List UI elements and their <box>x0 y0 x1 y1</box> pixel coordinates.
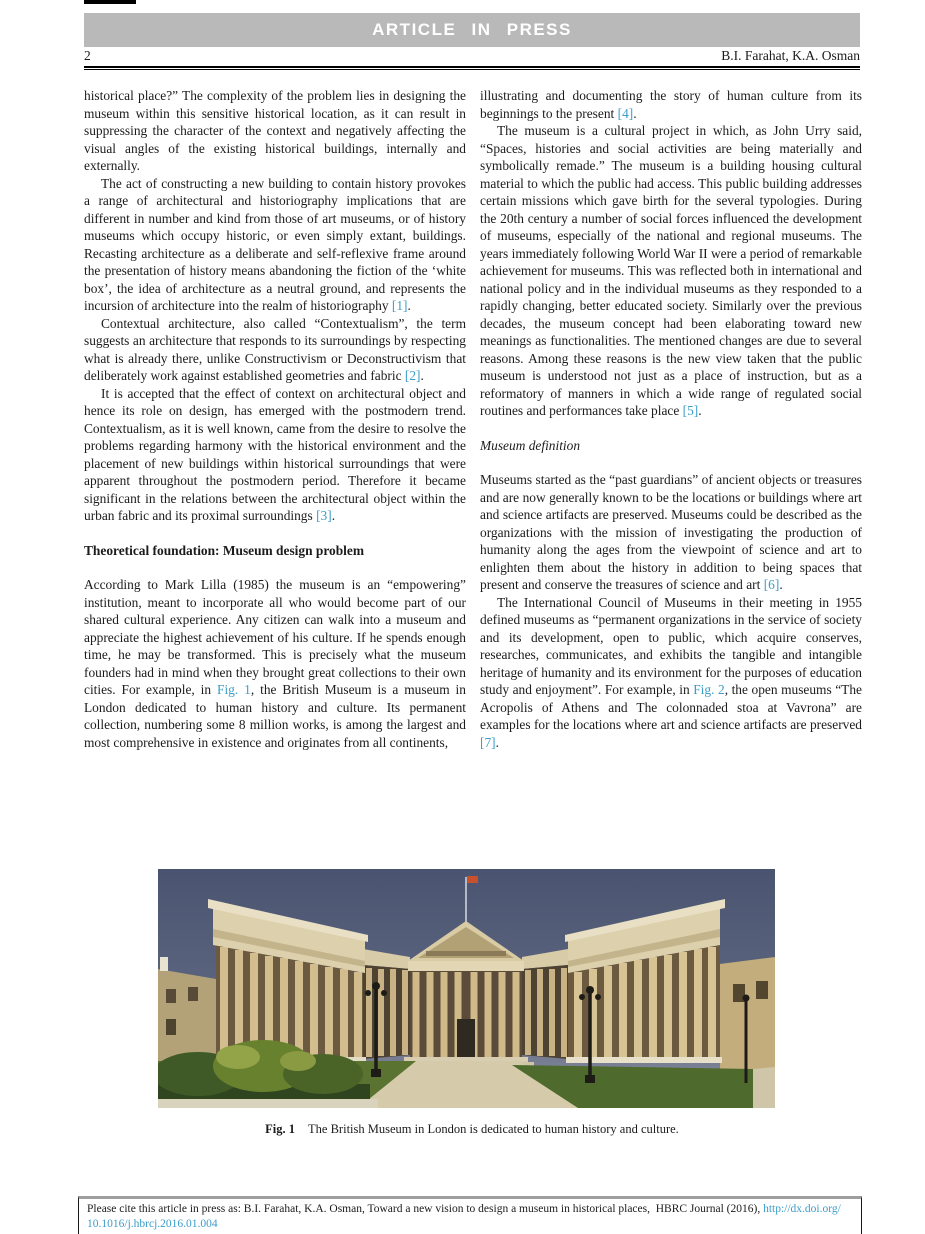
text-run: Museums started as the “past guardians” of ancient objects or treasures and are now generally known to be the locations or buildings where art and science artifacts are preserved. Museums could be described as the organizations with the mission of investigating the production of humanity along the ages from the viewpoint of science and art to enlighten them about the history in addition to being spaces that present and conserve the treasures of science and art <box>480 472 862 592</box>
figure-caption-label: Fig. 1 <box>265 1122 296 1136</box>
text-run: . <box>779 577 783 592</box>
header-rule <box>84 66 860 70</box>
paragraph <box>480 594 862 752</box>
british-museum-photo <box>158 869 775 1108</box>
text-run: Please cite this article in press as: B.I. Farahat, K.A. Osman, Toward a new vision to design a museum in historical places, HBRC Journal (2016), <box>87 1203 764 1215</box>
text-run: . <box>420 368 424 383</box>
text-run: historical place?” The complexity of the problem lies in designing the museum within this sensitive historical location, as it can result in suppressing the character of the context and negatively affecting the visual angles of the existing historical buildings, internally and externally. <box>84 88 466 173</box>
paragraph <box>480 471 862 594</box>
text-run: , the open museums “The Acropolis of Athens and The colonnaded stoa at Vavrona” are examples for the locations where art and science artifacts are preserved <box>480 682 862 732</box>
text-run: According to Mark Lilla (1985) the museum is an “empowering” institution, meant to incorporate all who would become part of our shared cultural experience. Any citizen can walk into a museum and appreciate the highest achievement of his culture. If he spends enough time, he may be transformed. This is precisely what the museum founders had in mind when they brought great collections to their own cities. For example, in <box>84 577 466 697</box>
text-run: The act of constructing a new building to contain history provokes a range of architectural and historiography implications that are different in number and kind from those of art museums, or of history museums which occupy historic, or even simply extant, buildings. Recasting architecture as a deliberate and self-reflexive frame around the presentation of history means abandoning the fiction of the ‘white box’, the idea of architecture as a neutral ground, and represents the incursion of architecture into the realm of historiography <box>84 175 466 313</box>
citation-box <box>78 1196 862 1234</box>
article-in-press-banner <box>84 13 860 47</box>
text-run: . <box>495 734 499 750</box>
paragraph <box>84 385 466 525</box>
ref-4-link[interactable]: [4] <box>617 105 634 121</box>
section-heading: Museum definition <box>480 437 581 453</box>
text-run: illustrating and documenting the story of human culture from its beginnings to the present <box>480 88 862 121</box>
paragraph <box>84 576 466 751</box>
text-run: The International Council of Museums in their meeting in 1955 defined museums as “permanent organizations in the service of society and its development, open to public, which acquire conserves, researches, communicates, and exhibits the tangible and intangible heritage of humanity and its environment for the purposes of education study and enjoyment”. For example, in <box>480 594 862 697</box>
section-heading: Theoretical foundation: Museum design problem <box>84 542 364 558</box>
ref-5-link[interactable]: [5] <box>682 403 699 418</box>
figure-caption-text: The British Museum in London is dedicated to human history and culture. <box>308 1122 679 1136</box>
paragraph <box>84 87 466 175</box>
running-header <box>84 48 860 64</box>
paragraph <box>84 175 466 315</box>
paragraph <box>480 122 862 420</box>
ref-6-link[interactable]: [6] <box>763 577 780 592</box>
figure-caption <box>84 1122 860 1137</box>
authors-header: B.I. Farahat, K.A. Osman <box>721 48 860 63</box>
page-number: 2 <box>84 48 91 63</box>
ref-1-link[interactable]: [1] <box>391 298 408 313</box>
article-body <box>84 87 862 751</box>
fig-1-link[interactable]: Fig. 1 <box>217 682 251 697</box>
paragraph <box>480 87 862 122</box>
text-run: . <box>331 508 336 523</box>
text-run: The museum is a cultural project in which, as John Urry said, “Spaces, histories and social activities are being materially and symbolically remade.” The museum is a building housing cultural material to which the public had access. This public building addresses certain missions which gave birth for the several typologies. During the 20th century a number of social forces influenced the development of museums, especially of the national and regional museums. The years immediately following World War II were a period of remarkable achievement for museums. This was reflected both in international and national policy and in the individual museums as they responded to a rapidly changing, better educated society. Similarly over the previous decades, the museum concept had been elaborating toward new meanings as functionalities. The mentioned changes are due to several reasons. Among these reasons is the new view taken that the public museum is understood not just as a place of instruction, but as a reformatory of manners in which a wide range of regulated social routines and performances take place <box>480 123 862 418</box>
text-run: . <box>698 403 702 418</box>
scan-artifact <box>84 0 136 4</box>
doi-link[interactable]: 10.1016/j.hbrcj.2016.01.004 <box>87 1217 218 1230</box>
text-run: . <box>407 298 411 313</box>
paragraph <box>84 315 466 385</box>
text-run: It is accepted that the effect of context on architectural object and hence its role on design, has emerged with the postmodern trend. Contextualism, as it is well known, came from the desire to resolve the problems regarding harmony with the historical environment and the placement of new buildings within historical surroundings that were apparent throughout the postmodern period. Therefore it became significant in the relations between the architectural object within the urban fabric and its proximal surroundings <box>84 385 466 523</box>
text-run: , the British Museum is a museum in London dedicated to human history and culture. Its permanent collection, numbering some 8 million works, is among the largest and most comprehensive in existence and originates from all continents, <box>84 682 466 750</box>
doi-link[interactable]: http://dx.doi.org/ <box>763 1203 841 1215</box>
column-right <box>480 87 862 751</box>
fig-2-link[interactable]: Fig. 2 <box>693 682 725 697</box>
text-run: . <box>633 105 637 121</box>
ref-2-link[interactable]: [2] <box>404 368 421 383</box>
column-left <box>84 87 466 751</box>
citation-line <box>87 1217 853 1232</box>
ref-7-link[interactable]: [7] <box>480 734 496 750</box>
citation-line <box>87 1202 853 1217</box>
figure-1 <box>158 869 775 1108</box>
text-run: Contextual architecture, also called “Contextualism”, the term suggests an architecture that responds to its surroundings by respecting what is already there, unlike Constructivism or Deconstructivism that deliberately work against established geometries and fabric <box>84 315 466 383</box>
banner-label: ARTICLE IN PRESS <box>372 20 572 39</box>
ref-3-link[interactable]: [3] <box>316 508 332 523</box>
